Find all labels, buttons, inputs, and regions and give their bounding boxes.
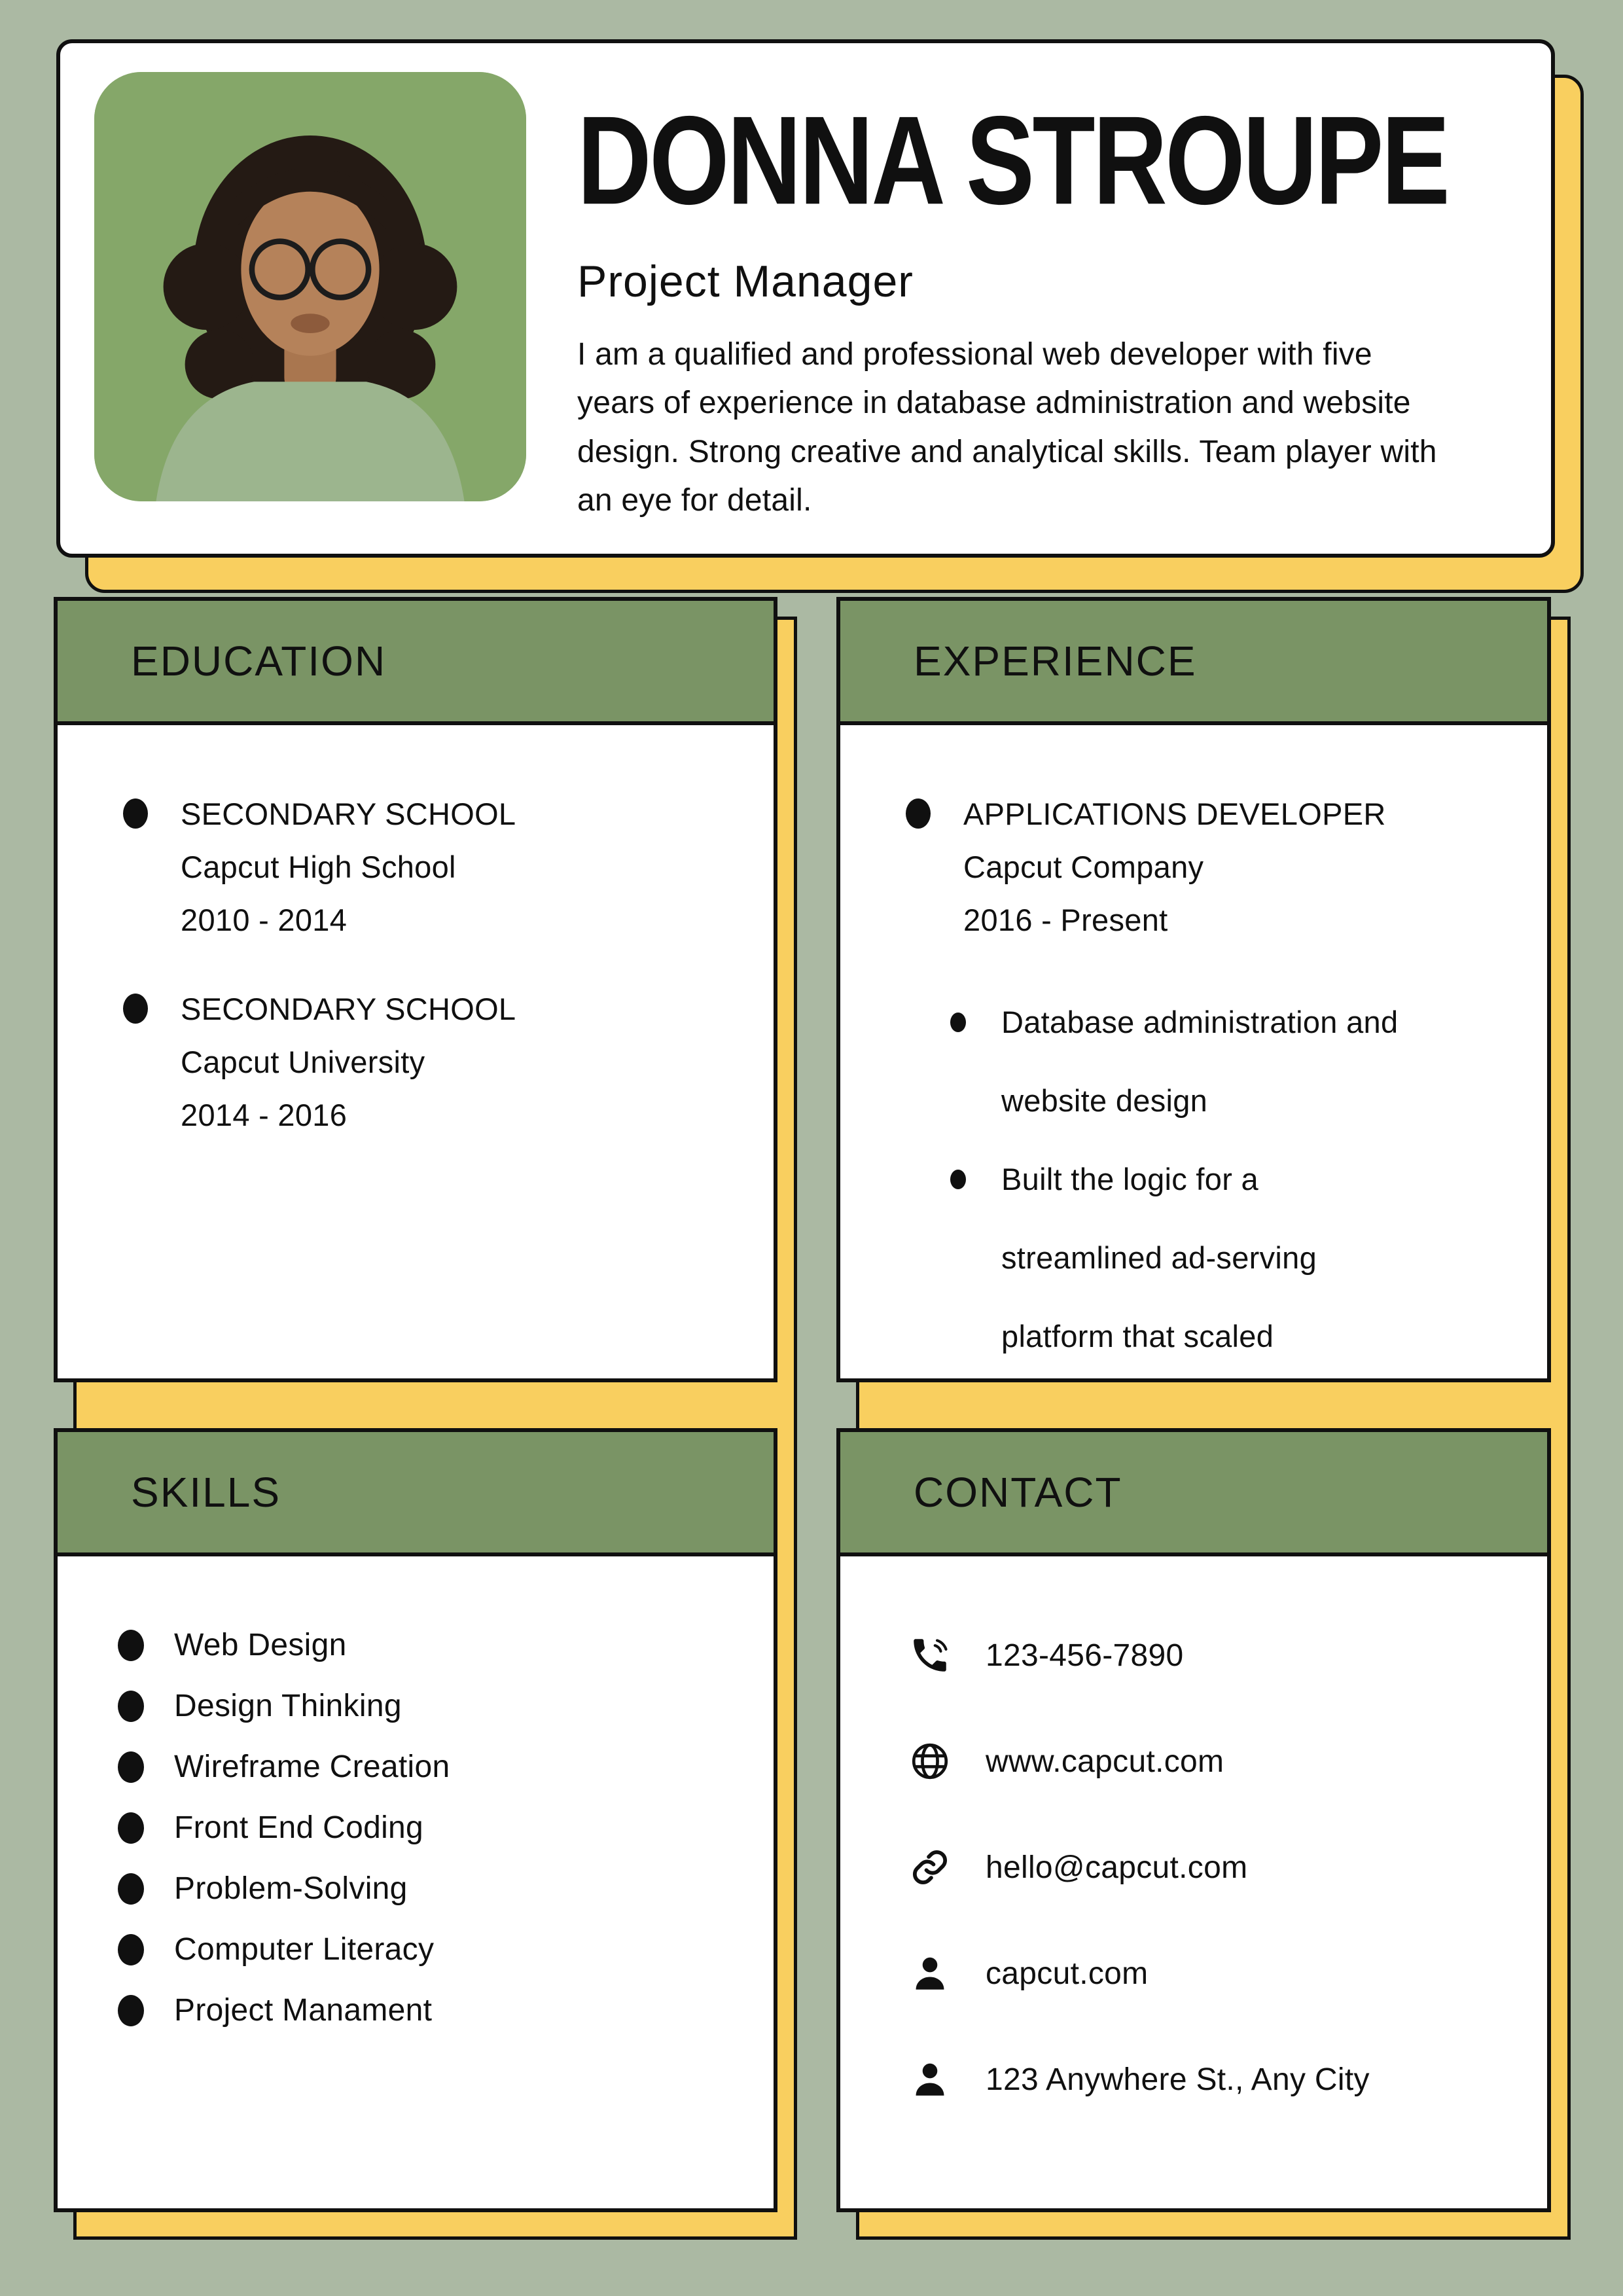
contact-phone: 123-456-7890 xyxy=(986,1638,1184,1673)
bullet-dot-icon xyxy=(118,1812,144,1844)
bullet-dot-icon xyxy=(118,1691,144,1722)
skills-content xyxy=(54,1552,777,2212)
contact-email: hello@capcut.com xyxy=(986,1850,1248,1885)
globe-icon xyxy=(908,1740,952,1783)
experience-dates: 2016 - Present xyxy=(963,902,1168,937)
skills-heading: SKILLS xyxy=(131,1469,281,1516)
education-header xyxy=(54,597,777,725)
bullet-dot-icon xyxy=(950,1013,966,1032)
skills-header xyxy=(54,1428,777,1556)
contact-address: 123 Anywhere St., Any City xyxy=(986,2062,1370,2097)
bullet-dot-icon xyxy=(118,1630,144,1661)
skill-item xyxy=(58,1871,774,1907)
header-text-block xyxy=(577,90,1533,526)
experience-item xyxy=(840,788,1547,946)
skill-item xyxy=(58,1992,774,2028)
experience-role: APPLICATIONS DEVELOPER xyxy=(963,797,1386,831)
person-icon xyxy=(908,1952,952,1995)
skill-item xyxy=(58,1749,774,1785)
experience-header xyxy=(836,597,1551,725)
skill-item xyxy=(58,1931,774,1967)
left-column xyxy=(54,597,777,2220)
education-content xyxy=(54,721,777,1382)
contact-item xyxy=(840,1952,1547,1995)
profile-summary: I am a qualified and professional web developer with five years of experience in database administration and website design. Strong creative and analytical skills. Team player with an eye for detail. xyxy=(577,337,1437,518)
experience-bullet-text: Database administration and website design xyxy=(1001,1005,1399,1119)
bullet-dot-icon xyxy=(118,1934,144,1965)
experience-bullet-list xyxy=(950,983,1547,1375)
profile-job-title: Project Manager xyxy=(577,257,914,306)
education-school: Capcut University xyxy=(181,1045,425,1080)
experience-bullet-text: Built the logic for a streamlined ad-serving platform that scaled xyxy=(1001,1162,1317,1354)
link-icon xyxy=(908,1846,952,1889)
skill-label: Project Manament xyxy=(174,1993,433,2028)
contact-item xyxy=(840,1634,1547,1677)
experience-content xyxy=(836,721,1551,1382)
bullet-dot-icon xyxy=(123,994,148,1024)
education-degree: SECONDARY SCHOOL xyxy=(181,992,516,1027)
profile-photo-illustration xyxy=(94,72,526,501)
experience-panel xyxy=(836,597,1551,1382)
education-panel xyxy=(54,597,777,1382)
skills-panel xyxy=(54,1428,777,2212)
skill-item xyxy=(58,1627,774,1663)
experience-heading: EXPERIENCE xyxy=(914,637,1197,685)
contact-item xyxy=(840,1846,1547,1889)
contact-website: www.capcut.com xyxy=(986,1744,1224,1779)
header-card xyxy=(56,39,1555,558)
right-column xyxy=(836,597,1551,2220)
education-item xyxy=(58,788,774,946)
profile-photo xyxy=(94,72,526,501)
experience-bullet xyxy=(950,1140,1547,1376)
education-heading: EDUCATION xyxy=(131,637,387,685)
bullet-dot-icon xyxy=(123,798,148,829)
skill-label: Front End Coding xyxy=(174,1810,424,1845)
experience-company: Capcut Company xyxy=(963,849,1204,884)
bullet-dot-icon xyxy=(950,1170,966,1189)
skill-label: Design Thinking xyxy=(174,1689,402,1723)
skill-item xyxy=(58,1688,774,1724)
bullet-dot-icon xyxy=(906,798,931,829)
bullet-dot-icon xyxy=(118,1751,144,1783)
contact-header xyxy=(836,1428,1551,1556)
experience-bullet xyxy=(950,983,1547,1140)
phone-icon xyxy=(908,1634,952,1677)
education-item xyxy=(58,983,774,1141)
education-dates: 2010 - 2014 xyxy=(181,902,348,937)
contact-profile: capcut.com xyxy=(986,1956,1149,1991)
contact-content xyxy=(836,1552,1551,2212)
education-dates: 2014 - 2016 xyxy=(181,1098,348,1133)
person-icon xyxy=(908,2058,952,2101)
profile-name: DONNA STROUPE xyxy=(577,90,1448,231)
bullet-dot-icon xyxy=(118,1995,144,2026)
skill-label: Web Design xyxy=(174,1628,347,1662)
contact-panel xyxy=(836,1428,1551,2212)
header-section xyxy=(56,39,1555,558)
education-school: Capcut High School xyxy=(181,849,456,884)
skill-label: Computer Literacy xyxy=(174,1932,435,1967)
skill-item xyxy=(58,1810,774,1846)
contact-heading: CONTACT xyxy=(914,1469,1122,1516)
skill-label: Wireframe Creation xyxy=(174,1749,450,1784)
contact-item xyxy=(840,1740,1547,1783)
education-degree: SECONDARY SCHOOL xyxy=(181,797,516,831)
skill-label: Problem-Solving xyxy=(174,1871,408,1906)
contact-item xyxy=(840,2058,1547,2101)
bullet-dot-icon xyxy=(118,1873,144,1905)
